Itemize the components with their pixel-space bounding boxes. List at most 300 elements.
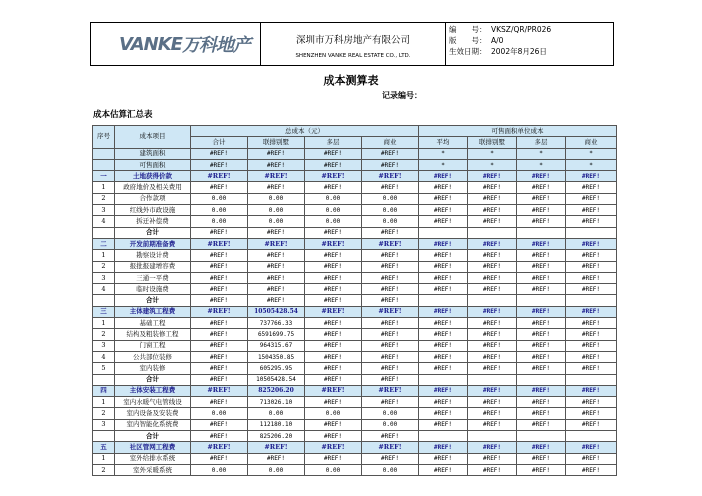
value-cell: #REF! bbox=[191, 374, 248, 385]
unit-cell: #REF! bbox=[566, 408, 617, 419]
seq-cell: 二 bbox=[93, 238, 115, 249]
unit-cell: #REF! bbox=[517, 306, 566, 317]
unit-cell: * bbox=[419, 159, 468, 170]
value-cell: 10505428.54 bbox=[248, 374, 305, 385]
table-row bbox=[93, 261, 617, 272]
value-cell: #REF! bbox=[191, 272, 248, 283]
seq-cell: 1 bbox=[93, 397, 115, 408]
row-label: 可售面积 bbox=[115, 159, 191, 170]
value-cell: #REF! bbox=[191, 238, 248, 249]
unit-cell: * bbox=[566, 159, 617, 170]
unit-cell: #REF! bbox=[468, 464, 517, 475]
unit-cell: #REF! bbox=[517, 464, 566, 475]
unit-cell: #REF! bbox=[566, 250, 617, 261]
unit-cell: #REF! bbox=[468, 363, 517, 374]
value-cell: #REF! bbox=[305, 295, 362, 306]
seq-cell: 4 bbox=[93, 216, 115, 227]
value-cell: #REF! bbox=[362, 171, 419, 182]
value-cell: #REF! bbox=[362, 431, 419, 442]
seq-cell: 3 bbox=[93, 205, 115, 216]
value-cell: #REF! bbox=[305, 182, 362, 193]
unit-cell: #REF! bbox=[419, 238, 468, 249]
logo bbox=[91, 23, 261, 65]
value-cell: #REF! bbox=[191, 442, 248, 453]
value-cell: #REF! bbox=[191, 419, 248, 430]
value-cell: 737766.33 bbox=[248, 318, 305, 329]
unit-cell: #REF! bbox=[517, 351, 566, 362]
row-label: 室内智能化系统费 bbox=[115, 419, 191, 430]
seq-cell bbox=[93, 374, 115, 385]
unit-cell: * bbox=[468, 148, 517, 159]
unit-cell bbox=[419, 431, 468, 442]
seq-cell: 2 bbox=[93, 408, 115, 419]
record-number-label: 记录编号： bbox=[382, 91, 422, 100]
value-cell: 0.00 bbox=[248, 193, 305, 204]
value-cell: #REF! bbox=[191, 182, 248, 193]
unit-cell: #REF! bbox=[468, 329, 517, 340]
doc-meta bbox=[446, 23, 613, 65]
seq-cell bbox=[93, 159, 115, 170]
unit-cell: #REF! bbox=[419, 272, 468, 283]
meta-doc-no: 编 号： VKSZ/QR/PR026 bbox=[449, 25, 552, 34]
unit-cell: #REF! bbox=[566, 318, 617, 329]
value-cell: #REF! bbox=[362, 318, 419, 329]
unit-cell: #REF! bbox=[468, 340, 517, 351]
value-cell: #REF! bbox=[362, 284, 419, 295]
unit-cell: #REF! bbox=[419, 340, 468, 351]
unit-cell: #REF! bbox=[566, 453, 617, 464]
value-cell: #REF! bbox=[305, 363, 362, 374]
seq-cell: 4 bbox=[93, 351, 115, 362]
value-cell: #REF! bbox=[305, 385, 362, 396]
unit-cell: #REF! bbox=[566, 205, 617, 216]
value-cell: #REF! bbox=[191, 385, 248, 396]
row-label: 临时设施费 bbox=[115, 284, 191, 295]
company-en: SHENZHEN VANKE REAL ESTATE CO., LTD. bbox=[295, 53, 411, 59]
unit-cell: #REF! bbox=[468, 284, 517, 295]
col-townhouse: 联排别墅 bbox=[248, 137, 305, 148]
unit-cell: * bbox=[517, 159, 566, 170]
unit-cell: #REF! bbox=[517, 171, 566, 182]
unit-cell bbox=[419, 227, 468, 238]
value-cell: #REF! bbox=[305, 419, 362, 430]
value-cell: #REF! bbox=[305, 159, 362, 170]
row-label: 社区管网工程费 bbox=[115, 442, 191, 453]
unit-cell: #REF! bbox=[566, 442, 617, 453]
category-row bbox=[93, 171, 617, 182]
unit-cell: #REF! bbox=[419, 408, 468, 419]
table-row bbox=[93, 363, 617, 374]
value-cell: 0.00 bbox=[362, 419, 419, 430]
table-row bbox=[93, 216, 617, 227]
value-cell: 0.00 bbox=[362, 205, 419, 216]
value-cell: #REF! bbox=[191, 171, 248, 182]
unit-cell: #REF! bbox=[566, 397, 617, 408]
row-label: 合计 bbox=[115, 431, 191, 442]
value-cell: 713026.10 bbox=[248, 397, 305, 408]
value-cell: #REF! bbox=[362, 272, 419, 283]
unit-cell: #REF! bbox=[468, 272, 517, 283]
value-cell: #REF! bbox=[305, 238, 362, 249]
value-cell: #REF! bbox=[305, 374, 362, 385]
table-row bbox=[93, 318, 617, 329]
value-cell: #REF! bbox=[248, 284, 305, 295]
value-cell: #REF! bbox=[362, 385, 419, 396]
unit-cell: #REF! bbox=[419, 351, 468, 362]
unit-cell: #REF! bbox=[468, 397, 517, 408]
subtotal-row bbox=[93, 227, 617, 238]
value-cell: #REF! bbox=[362, 159, 419, 170]
value-cell: #REF! bbox=[362, 340, 419, 351]
unit-cell: #REF! bbox=[468, 442, 517, 453]
row-label: 建筑面积 bbox=[115, 148, 191, 159]
value-cell: #REF! bbox=[191, 329, 248, 340]
row-label: 合计 bbox=[115, 295, 191, 306]
value-cell: 0.00 bbox=[305, 408, 362, 419]
unit-cell: #REF! bbox=[419, 385, 468, 396]
seq-cell: 1 bbox=[93, 318, 115, 329]
table-row bbox=[93, 340, 617, 351]
value-cell: #REF! bbox=[305, 442, 362, 453]
unit-cell: #REF! bbox=[468, 351, 517, 362]
value-cell: #REF! bbox=[191, 306, 248, 317]
value-cell: 605295.95 bbox=[248, 363, 305, 374]
unit-cell: #REF! bbox=[566, 284, 617, 295]
unit-cell: #REF! bbox=[468, 261, 517, 272]
row-label: 室外采暖系统 bbox=[115, 464, 191, 475]
value-cell: #REF! bbox=[248, 250, 305, 261]
value-cell: #REF! bbox=[362, 250, 419, 261]
value-cell: 1504350.85 bbox=[248, 351, 305, 362]
unit-cell: #REF! bbox=[566, 329, 617, 340]
value-cell: #REF! bbox=[362, 329, 419, 340]
unit-cell bbox=[566, 374, 617, 385]
unit-cell: #REF! bbox=[468, 171, 517, 182]
unit-cell: #REF! bbox=[566, 419, 617, 430]
col-unit-avg: 平均 bbox=[419, 137, 468, 148]
unit-cell: #REF! bbox=[468, 238, 517, 249]
company-name bbox=[261, 23, 446, 65]
area-row bbox=[93, 159, 617, 170]
unit-cell: #REF! bbox=[419, 261, 468, 272]
unit-cell: #REF! bbox=[468, 385, 517, 396]
row-label: 开发前期准备费 bbox=[115, 238, 191, 249]
seq-cell: 四 bbox=[93, 385, 115, 396]
area-row bbox=[93, 148, 617, 159]
seq-cell bbox=[93, 431, 115, 442]
value-cell: #REF! bbox=[305, 272, 362, 283]
value-cell: 0.00 bbox=[248, 205, 305, 216]
value-cell: #REF! bbox=[305, 227, 362, 238]
unit-cell: #REF! bbox=[517, 419, 566, 430]
row-label: 报批报建增容费 bbox=[115, 261, 191, 272]
seq-cell bbox=[93, 295, 115, 306]
seq-cell: 3 bbox=[93, 272, 115, 283]
value-cell: #REF! bbox=[362, 453, 419, 464]
value-cell: #REF! bbox=[248, 159, 305, 170]
value-cell: #REF! bbox=[305, 340, 362, 351]
unit-cell: #REF! bbox=[517, 385, 566, 396]
unit-cell: #REF! bbox=[419, 464, 468, 475]
logo-cn: 万科地产 bbox=[181, 35, 250, 56]
seq-cell: 5 bbox=[93, 363, 115, 374]
unit-cell: #REF! bbox=[517, 216, 566, 227]
unit-cell: #REF! bbox=[419, 306, 468, 317]
value-cell: #REF! bbox=[362, 261, 419, 272]
value-cell: #REF! bbox=[305, 261, 362, 272]
unit-cell bbox=[566, 295, 617, 306]
row-label: 合计 bbox=[115, 374, 191, 385]
unit-cell: #REF! bbox=[566, 182, 617, 193]
unit-cell: #REF! bbox=[468, 419, 517, 430]
value-cell: 0.00 bbox=[305, 193, 362, 204]
unit-cell: #REF! bbox=[517, 442, 566, 453]
value-cell: #REF! bbox=[191, 261, 248, 272]
unit-cell: #REF! bbox=[419, 171, 468, 182]
value-cell: #REF! bbox=[305, 284, 362, 295]
document-header bbox=[90, 22, 614, 66]
seq-cell bbox=[93, 227, 115, 238]
value-cell: 0.00 bbox=[362, 464, 419, 475]
row-label: 基础工程 bbox=[115, 318, 191, 329]
value-cell: #REF! bbox=[191, 159, 248, 170]
unit-cell: #REF! bbox=[517, 272, 566, 283]
subtotal-row bbox=[93, 374, 617, 385]
value-cell: #REF! bbox=[248, 227, 305, 238]
unit-cell: #REF! bbox=[468, 318, 517, 329]
unit-cell bbox=[419, 374, 468, 385]
unit-cell: #REF! bbox=[566, 363, 617, 374]
row-label: 勘察设计费 bbox=[115, 250, 191, 261]
row-label: 门窗工程 bbox=[115, 340, 191, 351]
value-cell: #REF! bbox=[191, 284, 248, 295]
row-label: 室内装修 bbox=[115, 363, 191, 374]
unit-cell: #REF! bbox=[419, 318, 468, 329]
col-multistory: 多层 bbox=[305, 137, 362, 148]
category-row bbox=[93, 306, 617, 317]
unit-cell bbox=[517, 374, 566, 385]
value-cell: 10505428.54 bbox=[248, 306, 305, 317]
unit-cell bbox=[419, 295, 468, 306]
value-cell: #REF! bbox=[362, 182, 419, 193]
unit-cell: #REF! bbox=[566, 340, 617, 351]
unit-cell: #REF! bbox=[419, 397, 468, 408]
table-row bbox=[93, 250, 617, 261]
unit-cell: #REF! bbox=[419, 250, 468, 261]
unit-cell: * bbox=[566, 148, 617, 159]
value-cell: 0.00 bbox=[248, 408, 305, 419]
value-cell: 0.00 bbox=[191, 464, 248, 475]
seq-cell: 4 bbox=[93, 284, 115, 295]
col-total-cost: 总成本（元） bbox=[191, 126, 419, 137]
value-cell: #REF! bbox=[191, 453, 248, 464]
col-seq: 序号 bbox=[93, 126, 115, 149]
value-cell: #REF! bbox=[191, 227, 248, 238]
value-cell: 112180.10 bbox=[248, 419, 305, 430]
value-cell: #REF! bbox=[362, 227, 419, 238]
unit-cell: #REF! bbox=[566, 261, 617, 272]
seq-cell: 3 bbox=[93, 340, 115, 351]
value-cell: #REF! bbox=[362, 238, 419, 249]
unit-cell bbox=[566, 431, 617, 442]
col-total: 合计 bbox=[191, 137, 248, 148]
meta-version: 版 号： A/0 bbox=[449, 36, 504, 45]
row-label: 三通一平费 bbox=[115, 272, 191, 283]
value-cell: #REF! bbox=[248, 261, 305, 272]
value-cell: 0.00 bbox=[362, 408, 419, 419]
unit-cell: #REF! bbox=[566, 193, 617, 204]
value-cell: 825206.20 bbox=[248, 431, 305, 442]
table-row bbox=[93, 397, 617, 408]
unit-cell: #REF! bbox=[468, 453, 517, 464]
value-cell: #REF! bbox=[191, 318, 248, 329]
value-cell: 964315.67 bbox=[248, 340, 305, 351]
value-cell: 0.00 bbox=[362, 193, 419, 204]
row-label: 拆迁补偿费 bbox=[115, 216, 191, 227]
value-cell: #REF! bbox=[248, 272, 305, 283]
value-cell: 0.00 bbox=[362, 216, 419, 227]
col-unit-townhouse: 联排别墅 bbox=[468, 137, 517, 148]
row-label: 室外给排水系统 bbox=[115, 453, 191, 464]
value-cell: #REF! bbox=[248, 453, 305, 464]
unit-cell: #REF! bbox=[566, 351, 617, 362]
value-cell: #REF! bbox=[248, 171, 305, 182]
unit-cell: #REF! bbox=[517, 329, 566, 340]
table-header-row bbox=[93, 126, 617, 137]
value-cell: #REF! bbox=[362, 397, 419, 408]
value-cell: 0.00 bbox=[191, 205, 248, 216]
table-row bbox=[93, 453, 617, 464]
category-row bbox=[93, 385, 617, 396]
table-row bbox=[93, 419, 617, 430]
value-cell: #REF! bbox=[305, 318, 362, 329]
row-label: 合计 bbox=[115, 227, 191, 238]
logo-text: VANKE bbox=[119, 33, 182, 55]
value-cell: #REF! bbox=[248, 238, 305, 249]
value-cell: #REF! bbox=[362, 295, 419, 306]
col-commercial: 商业 bbox=[362, 137, 419, 148]
value-cell: #REF! bbox=[248, 182, 305, 193]
unit-cell: #REF! bbox=[468, 205, 517, 216]
row-label: 结构及粗装修工程 bbox=[115, 329, 191, 340]
value-cell: #REF! bbox=[362, 306, 419, 317]
unit-cell bbox=[517, 431, 566, 442]
unit-cell bbox=[468, 431, 517, 442]
value-cell: #REF! bbox=[362, 363, 419, 374]
value-cell: #REF! bbox=[248, 148, 305, 159]
unit-cell: #REF! bbox=[517, 284, 566, 295]
table-row bbox=[93, 272, 617, 283]
unit-cell: #REF! bbox=[517, 238, 566, 249]
table-row bbox=[93, 329, 617, 340]
row-label: 土地获得价款 bbox=[115, 171, 191, 182]
seq-cell bbox=[93, 148, 115, 159]
unit-cell bbox=[566, 227, 617, 238]
value-cell: 825206.20 bbox=[248, 385, 305, 396]
value-cell: #REF! bbox=[305, 453, 362, 464]
col-unit-multistory: 多层 bbox=[517, 137, 566, 148]
value-cell: 0.00 bbox=[305, 216, 362, 227]
unit-cell: #REF! bbox=[517, 318, 566, 329]
unit-cell: * bbox=[468, 159, 517, 170]
subtotal-row bbox=[93, 295, 617, 306]
value-cell: #REF! bbox=[191, 397, 248, 408]
value-cell: #REF! bbox=[362, 442, 419, 453]
unit-cell: #REF! bbox=[517, 408, 566, 419]
seq-cell: 2 bbox=[93, 193, 115, 204]
row-label: 主体建筑工程费 bbox=[115, 306, 191, 317]
col-unit-commercial: 商业 bbox=[566, 137, 617, 148]
unit-cell: #REF! bbox=[419, 182, 468, 193]
seq-cell: 2 bbox=[93, 464, 115, 475]
row-label: 合作款项 bbox=[115, 193, 191, 204]
unit-cell: #REF! bbox=[468, 193, 517, 204]
unit-cell: #REF! bbox=[566, 171, 617, 182]
category-row bbox=[93, 442, 617, 453]
table-row bbox=[93, 464, 617, 475]
unit-cell: #REF! bbox=[517, 397, 566, 408]
table-row bbox=[93, 284, 617, 295]
seq-cell: 1 bbox=[93, 182, 115, 193]
value-cell: #REF! bbox=[191, 431, 248, 442]
unit-cell: #REF! bbox=[566, 385, 617, 396]
row-label: 政府地价及相关费用 bbox=[115, 182, 191, 193]
unit-cell: #REF! bbox=[517, 453, 566, 464]
value-cell: #REF! bbox=[305, 171, 362, 182]
unit-cell bbox=[468, 227, 517, 238]
unit-cell bbox=[517, 227, 566, 238]
value-cell: #REF! bbox=[191, 363, 248, 374]
value-cell: #REF! bbox=[191, 295, 248, 306]
value-cell: #REF! bbox=[305, 148, 362, 159]
value-cell: #REF! bbox=[305, 431, 362, 442]
row-label: 公共部位装修 bbox=[115, 351, 191, 362]
unit-cell: #REF! bbox=[468, 408, 517, 419]
subtotal-row bbox=[93, 431, 617, 442]
value-cell: #REF! bbox=[248, 295, 305, 306]
unit-cell: #REF! bbox=[468, 250, 517, 261]
unit-cell bbox=[517, 295, 566, 306]
unit-cell: #REF! bbox=[566, 272, 617, 283]
row-label: 室内设备及安装费 bbox=[115, 408, 191, 419]
table-row bbox=[93, 351, 617, 362]
col-item: 成本项目 bbox=[115, 126, 191, 149]
seq-cell: 五 bbox=[93, 442, 115, 453]
unit-cell: #REF! bbox=[566, 238, 617, 249]
value-cell: #REF! bbox=[362, 374, 419, 385]
value-cell: 6591699.75 bbox=[248, 329, 305, 340]
unit-cell: #REF! bbox=[566, 306, 617, 317]
value-cell: 0.00 bbox=[191, 216, 248, 227]
seq-cell: 3 bbox=[93, 419, 115, 430]
value-cell: 0.00 bbox=[191, 408, 248, 419]
table-row bbox=[93, 205, 617, 216]
unit-cell: #REF! bbox=[419, 442, 468, 453]
unit-cell: * bbox=[419, 148, 468, 159]
unit-cell: #REF! bbox=[419, 193, 468, 204]
value-cell: #REF! bbox=[191, 148, 248, 159]
unit-cell: #REF! bbox=[419, 329, 468, 340]
value-cell: #REF! bbox=[191, 340, 248, 351]
value-cell: #REF! bbox=[305, 329, 362, 340]
unit-cell: #REF! bbox=[517, 250, 566, 261]
unit-cell: #REF! bbox=[419, 216, 468, 227]
value-cell: #REF! bbox=[305, 397, 362, 408]
col-unit-cost: 可售面积单位成本 bbox=[419, 126, 617, 137]
company-cn: 深圳市万科房地产有限公司 bbox=[295, 35, 410, 46]
unit-cell: #REF! bbox=[517, 182, 566, 193]
seq-cell: 2 bbox=[93, 261, 115, 272]
